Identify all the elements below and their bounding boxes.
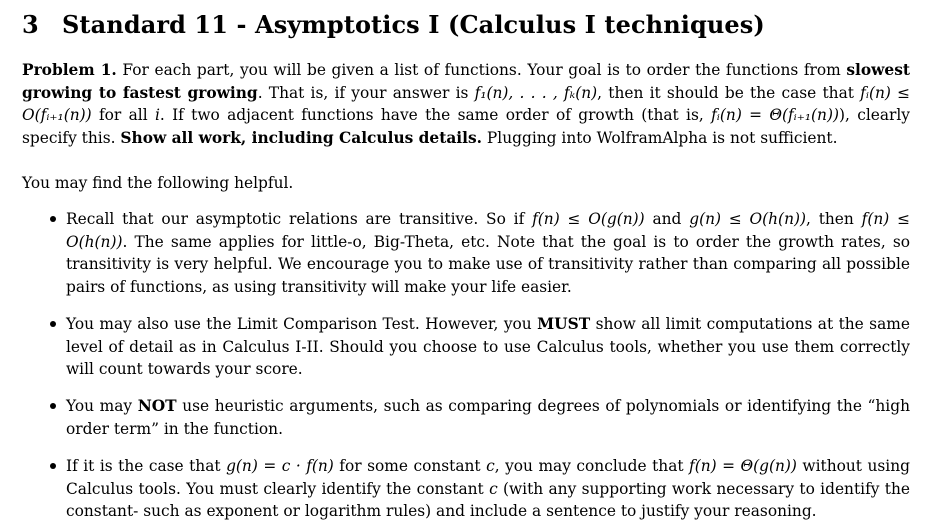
problem-text: For each part, you will be given a list of functions. Your goal is to order the functions from — [122, 61, 841, 79]
math-expression: c — [489, 479, 498, 498]
problem-label: Problem 1. — [22, 61, 117, 79]
bullet-text: show all limit computations at the same level of detail as in Calculus I-II. Should you choose to use Calculus tools, whether you use them correctly will count towards your score. — [66, 315, 910, 378]
problem-statement — [22, 59, 910, 149]
bullet-text: and — [652, 210, 682, 228]
bullet-text: for some constant — [339, 457, 481, 475]
bullet-text: (with any supporting work necessary to identify the constant- such as exponent or logarithm rules) and include a sentence to justify your reasoning. — [66, 479, 910, 520]
bullet-text: without using Calculus tools. You must clearly identify the constant — [66, 457, 910, 498]
problem-text: , then it should be the case that — [597, 83, 854, 102]
problem-text: for all — [98, 106, 148, 124]
bullet-text: If it is the case that — [66, 457, 221, 475]
section-heading — [22, 10, 765, 39]
problem-text: . If two adjacent functions have the same order of growth (that is, — [159, 106, 704, 124]
bullet-text: use heuristic arguments, such as comparing degrees of polynomials or identifying the “high order term” in the function. — [66, 397, 910, 438]
problem-emphasis: slowest growing to fastest growing — [22, 61, 910, 102]
section-title: Standard 11 - Asymptotics I (Calculus I techniques) — [62, 10, 765, 39]
list-item — [66, 208, 910, 298]
math-expression: c — [486, 457, 495, 475]
bullet-text: , then — [806, 210, 854, 228]
problem-emphasis: Show all work, including Calculus details. — [120, 128, 483, 147]
math-expression: g(n) = c · f(n) — [226, 457, 334, 475]
list-item — [66, 313, 910, 381]
list-item — [66, 395, 910, 440]
list-item — [66, 455, 910, 523]
math-expression: g(n) ≤ O(h(n)) — [689, 210, 806, 228]
bullet-icon — [50, 403, 56, 409]
bullet-emphasis: MUST — [537, 315, 591, 333]
math-expression: f₁(n), . . . , fₖ(n) — [474, 83, 598, 102]
section-number: 3 — [22, 10, 39, 39]
math-expression: f(n) = Θ(g(n)) — [689, 457, 797, 475]
intro-text: You may find the following helpful. — [22, 174, 294, 192]
math-expression: f(n) ≤ O(g(n)) — [532, 210, 645, 228]
problem-text: ), clearly specify this. — [22, 106, 910, 147]
bullet-text: You may also use the Limit Comparison Test. However, you — [66, 315, 532, 333]
bullet-icon — [50, 216, 56, 222]
problem-text: Plugging into WolframAlpha is not sufficient. — [486, 128, 838, 147]
bullet-text: . The same applies for little-o, Big-Theta, etc. Note that the goal is to order the growth rates, so transitivity is very helpful. We encourage you to make use of transitivity rather than comparing all possible pairs of functions, as using transitivity will make your life easier. — [66, 232, 910, 296]
bullet-text: Recall that our asymptotic relations are transitive. So if — [66, 210, 525, 228]
math-expression: i — [154, 106, 160, 124]
math-expression: fᵢ(n) = Θ(fᵢ₊₁(n)) — [711, 106, 839, 124]
bullet-icon — [50, 321, 56, 327]
bullet-emphasis: NOT — [137, 397, 177, 415]
bullet-text: , you may conclude that — [494, 457, 684, 475]
bullet-text: You may — [66, 397, 133, 415]
bullet-icon — [50, 463, 56, 469]
math-expression: f(n) ≤ O(h(n)) — [66, 210, 910, 251]
math-expression: fᵢ(n) ≤ O(fᵢ₊₁(n)) — [22, 83, 910, 124]
problem-text: . That is, if your answer is — [257, 83, 469, 102]
